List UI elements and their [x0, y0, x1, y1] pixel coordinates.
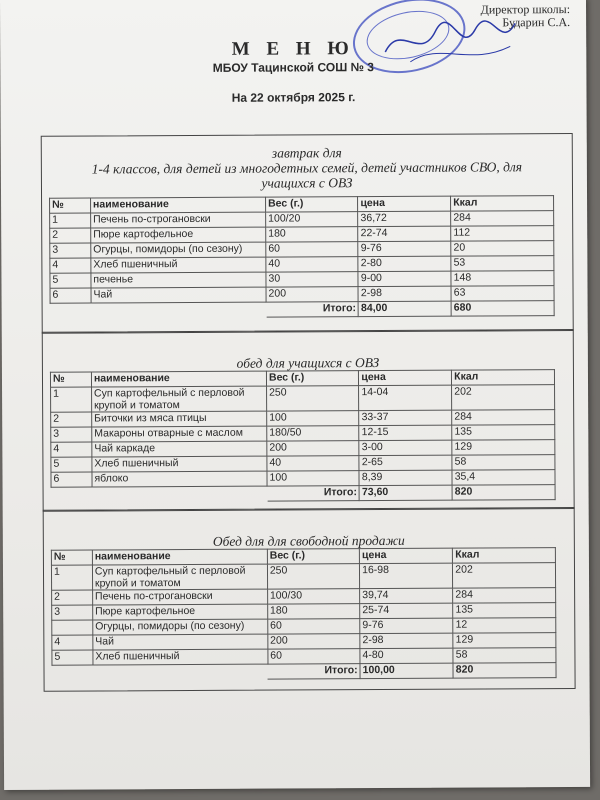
column-header: Ккал: [451, 196, 554, 212]
cell-kcal: 129: [453, 633, 556, 649]
cell-weight: 200: [267, 441, 359, 456]
lunch-ovz-table: [50, 369, 556, 503]
cell-kcal: 35,4: [452, 470, 555, 486]
cell-kcal: 284: [452, 410, 555, 426]
cell-weight: 200: [266, 287, 358, 302]
cell-name: яблоко: [92, 471, 267, 487]
director-block: [481, 3, 571, 29]
cell-price: 25-74: [360, 603, 453, 618]
cell-n: 2: [52, 590, 93, 605]
cell-name: Чай: [93, 634, 268, 650]
cell-weight: 100: [267, 471, 359, 486]
total-spacer: [51, 487, 92, 502]
cell-price: 9-76: [358, 241, 451, 256]
cell-price: 39,74: [360, 588, 453, 603]
cell-n: 4: [50, 258, 91, 273]
lunch-sale-table: [51, 547, 557, 681]
total-label: Итого:: [268, 664, 360, 679]
cell-weight: 180: [267, 604, 359, 619]
column-header: Ккал: [452, 370, 555, 386]
total-spacer: [52, 665, 93, 680]
cell-name: Макароны отварные с маслом: [92, 426, 267, 442]
cell-n: 3: [51, 427, 92, 442]
cell-weight: 40: [267, 456, 359, 471]
cell-weight: 60: [266, 242, 358, 257]
column-header: цена: [359, 548, 452, 563]
column-header: Вес (г.): [267, 549, 359, 564]
cell-kcal: 135: [453, 603, 556, 619]
total-price: 100,00: [360, 663, 453, 678]
cell-price: 2-98: [360, 633, 453, 648]
cell-n: 4: [51, 442, 92, 457]
column-header: Вес (г.): [266, 371, 358, 386]
column-header: наименование: [91, 371, 266, 387]
total-spacer: [50, 303, 91, 318]
school-name: МБОУ Тацинской СОШ № 3: [212, 60, 374, 75]
column-header: наименование: [92, 549, 267, 565]
total-spacer: [92, 486, 267, 502]
cell-price: 8,39: [359, 470, 452, 485]
cell-weight: 250: [267, 564, 359, 589]
director-name: Бударин С.А.: [502, 15, 571, 30]
cell-price: 2-65: [359, 455, 452, 470]
cell-kcal: 202: [453, 563, 556, 589]
column-header: Вес (г.): [266, 197, 358, 212]
column-header: №: [51, 550, 92, 565]
column-header: №: [50, 198, 91, 213]
column-header: цена: [358, 196, 451, 211]
cell-kcal: 63: [451, 286, 554, 302]
total-spacer: [93, 664, 268, 680]
total-price: 84,00: [358, 301, 451, 316]
column-header: наименование: [90, 197, 265, 213]
cell-n: 4: [52, 635, 93, 650]
cell-weight: 40: [266, 257, 358, 272]
cell-kcal: 202: [452, 385, 555, 411]
cell-n: 1: [51, 565, 92, 590]
cell-weight: 30: [266, 272, 358, 287]
cell-n: [52, 620, 93, 635]
cell-kcal: 284: [453, 588, 556, 604]
cell-price: 4-80: [360, 648, 453, 663]
cell-kcal: 53: [451, 256, 554, 272]
table-row: [51, 385, 555, 413]
cell-weight: 100/30: [267, 589, 359, 604]
total-label: Итого:: [266, 302, 358, 317]
cell-n: 1: [51, 387, 92, 412]
cell-price: 16-98: [360, 563, 453, 588]
total-kcal: 820: [453, 663, 556, 679]
cell-kcal: 20: [451, 241, 554, 257]
table-row: [51, 563, 555, 591]
cell-n: 5: [52, 650, 93, 665]
cell-kcal: 112: [451, 226, 554, 242]
menu-date: На 22 октября 2025 г.: [231, 90, 356, 105]
section-title: завтрак для 1-4 классов, для детей из многодетных семей, детей участников СВО, для учащихся с ОВЗ: [91, 145, 523, 191]
cell-price: 33-37: [359, 410, 452, 425]
cell-name: Чай: [91, 287, 266, 303]
total-kcal: 680: [451, 301, 554, 317]
cell-weight: 100: [267, 411, 359, 426]
cell-kcal: 129: [452, 440, 555, 456]
cell-n: 6: [51, 472, 92, 487]
cell-weight: 180: [266, 227, 358, 242]
total-spacer: [91, 302, 266, 318]
cell-n: 3: [50, 243, 91, 258]
section-title: обед для учащихся с ОВЗ: [236, 355, 380, 371]
cell-weight: 250: [267, 386, 360, 411]
cell-n: 1: [50, 213, 91, 228]
cell-price: 3-00: [359, 440, 452, 455]
page-title: М Е Н Ю: [231, 38, 355, 60]
total-row: [50, 301, 554, 319]
cell-name: Чай каркаде: [92, 441, 267, 457]
cell-name: печенье: [91, 272, 266, 288]
cell-n: 6: [50, 288, 91, 303]
cell-kcal: 58: [453, 648, 556, 664]
cell-name: Пюре картофельное: [93, 604, 268, 620]
cell-price: 14-04: [359, 385, 452, 410]
cell-price: 36,72: [358, 211, 451, 226]
cell-kcal: 135: [452, 425, 555, 441]
total-kcal: 820: [452, 485, 555, 501]
cell-weight: 60: [268, 619, 360, 634]
cell-name: Суп картофельный с перловой крупой и томатом: [91, 386, 266, 412]
cell-name: Хлеб пшеничный: [92, 456, 267, 472]
cell-name: Суп картофельный с перловой крупой и томатом: [92, 564, 267, 590]
cell-weight: 200: [268, 634, 360, 649]
cell-kcal: 284: [451, 211, 554, 227]
cell-name: Биточки из мяса птицы: [92, 411, 267, 427]
total-price: 73,60: [359, 485, 452, 500]
column-header: цена: [359, 370, 452, 385]
cell-weight: 180/50: [267, 426, 359, 441]
total-row: [52, 663, 556, 681]
cell-n: 2: [51, 412, 92, 427]
cell-n: 5: [51, 457, 92, 472]
cell-name: Хлеб пшеничный: [93, 649, 268, 665]
cell-price: 2-98: [358, 286, 451, 301]
total-label: Итого:: [267, 486, 359, 501]
cell-price: 9-76: [360, 618, 453, 633]
cell-kcal: 58: [452, 455, 555, 471]
cell-kcal: 148: [451, 271, 554, 287]
cell-kcal: 12: [453, 618, 556, 634]
cell-weight: 100/20: [266, 212, 358, 227]
cell-weight: 60: [268, 649, 360, 664]
column-header: №: [50, 372, 91, 387]
cell-n: 3: [52, 605, 93, 620]
cell-n: 2: [50, 228, 91, 243]
cell-price: 9-00: [358, 271, 451, 286]
cell-price: 2-80: [358, 256, 451, 271]
breakfast-table: [49, 195, 555, 319]
cell-name: Пюре картофельное: [91, 227, 266, 243]
section-title: Обед для для свободной продажи: [212, 532, 405, 549]
director-title: Директор школы:: [480, 2, 571, 17]
cell-name: Огурцы, помидоры (по сезону): [91, 242, 266, 258]
cell-name: Печень по-строгановски: [92, 589, 267, 605]
cell-price: 22-74: [358, 226, 451, 241]
column-header: Ккал: [453, 548, 556, 564]
cell-name: Хлеб пшеничный: [91, 257, 266, 273]
total-row: [51, 485, 555, 503]
cell-name: Огурцы, помидоры (по сезону): [93, 619, 268, 635]
cell-name: Печень по-строгановски: [91, 212, 266, 228]
cell-n: 5: [50, 273, 91, 288]
cell-price: 12-15: [359, 425, 452, 440]
